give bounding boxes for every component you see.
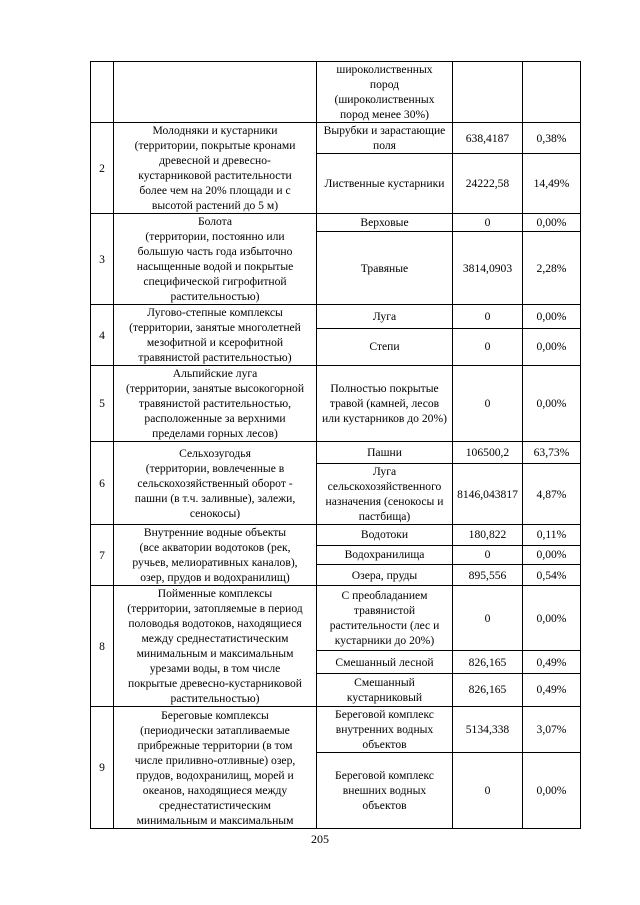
category-cell — [114, 62, 317, 123]
row-number-cell: 7 — [91, 525, 114, 586]
subcategory-cell: Водохранилища — [317, 545, 453, 565]
category-cell: Сельхозугодья (территории, вовлеченные в сельскохозяйственный оборот - пашни (в т.ч. заливные), залежи, сенокосы) — [114, 442, 317, 525]
row-number-cell: 2 — [91, 123, 114, 214]
category-cell: Пойменные комплексы (территории, затопляемые в период половодья водотоков, находящиеся между среднестатистическим минимальным и максимальным урезами воды, в том числе покрытые древесно-кустарниковой растительностью) — [114, 586, 317, 707]
area-cell: 638,4187 — [453, 123, 523, 154]
subcategory-cell: Вырубки и зарастающие поля — [317, 123, 453, 154]
category-cell: Лугово-степные комплексы (территории, занятые многолетней мезофитной и ксерофитной травянистой растительностью) — [114, 305, 317, 366]
percent-cell: 0,11% — [523, 525, 581, 546]
area-cell: 8146,043817 — [453, 464, 523, 525]
area-cell: 826,165 — [453, 673, 523, 706]
table-row — [91, 62, 581, 123]
land-cover-table — [90, 61, 581, 829]
subcategory-cell: Береговой комплекс внутренних водных объектов — [317, 707, 453, 753]
area-cell: 826,165 — [453, 651, 523, 673]
area-cell: 0 — [453, 214, 523, 232]
area-cell: 0 — [453, 586, 523, 651]
subcategory-cell: Луга сельскохозяйственного назначения (сенокосы и пастбища) — [317, 464, 453, 525]
row-number-cell: 5 — [91, 366, 114, 442]
subcategory-cell: широколиственных пород (широколиственных пород менее 30%) — [317, 62, 453, 123]
subcategory-cell: Лиственные кустарники — [317, 154, 453, 214]
page-number: 205 — [311, 832, 329, 846]
subcategory-cell: Степи — [317, 328, 453, 365]
category-cell: Альпийские луга (территории, занятые высокогорной травянистой растительностью, расположенные за верхними пределами горных лесов) — [114, 366, 317, 442]
area-cell — [453, 62, 523, 123]
percent-cell — [523, 62, 581, 123]
percent-cell: 2,28% — [523, 232, 581, 305]
subcategory-cell: Смешанный кустарниковый — [317, 673, 453, 706]
table-row — [91, 442, 581, 464]
percent-cell: 0,38% — [523, 123, 581, 154]
subcategory-cell: Береговой комплекс внешних водных объектов — [317, 753, 453, 829]
subcategory-cell: Пашни — [317, 442, 453, 464]
row-number-cell: 8 — [91, 586, 114, 707]
percent-cell: 0,54% — [523, 565, 581, 586]
area-cell: 0 — [453, 545, 523, 565]
table-row — [91, 586, 581, 651]
area-cell: 24222,58 — [453, 154, 523, 214]
area-cell: 180,822 — [453, 525, 523, 546]
percent-cell: 63,73% — [523, 442, 581, 464]
table-row — [91, 366, 581, 442]
percent-cell: 0,00% — [523, 586, 581, 651]
percent-cell: 0,00% — [523, 214, 581, 232]
area-cell: 0 — [453, 328, 523, 365]
percent-cell: 0,49% — [523, 651, 581, 673]
percent-cell: 0,49% — [523, 673, 581, 706]
percent-cell: 3,07% — [523, 707, 581, 753]
area-cell: 0 — [453, 753, 523, 829]
table-row — [91, 305, 581, 329]
percent-cell: 4,87% — [523, 464, 581, 525]
category-cell: Болота (территории, постоянно или большую часть года избыточно насыщенные водой и покрытые специфической гигрофитной растительностью) — [114, 214, 317, 305]
subcategory-cell: Луга — [317, 305, 453, 329]
category-cell: Внутренние водные объекты (все акватории водотоков (рек, ручьев, мелиоративных каналов), озер, прудов и водохранилищ) — [114, 525, 317, 586]
subcategory-cell: Озера, пруды — [317, 565, 453, 586]
subcategory-cell: Травяные — [317, 232, 453, 305]
area-cell: 0 — [453, 305, 523, 329]
percent-cell: 0,00% — [523, 305, 581, 329]
subcategory-cell: Полностью покрытые травой (камней, лесов или кустарников до 20%) — [317, 366, 453, 442]
table-row — [91, 525, 581, 546]
area-cell: 895,556 — [453, 565, 523, 586]
subcategory-cell: Водотоки — [317, 525, 453, 546]
area-cell: 106500,2 — [453, 442, 523, 464]
row-number-cell: 4 — [91, 305, 114, 366]
row-number-cell: 9 — [91, 707, 114, 829]
area-cell: 5134,338 — [453, 707, 523, 753]
percent-cell: 0,00% — [523, 545, 581, 565]
percent-cell: 0,00% — [523, 753, 581, 829]
area-cell: 3814,0903 — [453, 232, 523, 305]
table-row — [91, 707, 581, 753]
subcategory-cell: Смешанный лесной — [317, 651, 453, 673]
percent-cell: 0,00% — [523, 366, 581, 442]
category-cell: Молодняки и кустарники (территории, покрытые кронами древесной и древесно- кустарниковой растительности более чем на 20% площади и с высотой растений до 5 м) — [114, 123, 317, 214]
area-cell: 0 — [453, 366, 523, 442]
subcategory-cell: С преобладанием травянистой растительности (лес и кустарники до 20%) — [317, 586, 453, 651]
table-row — [91, 214, 581, 232]
percent-cell: 0,00% — [523, 328, 581, 365]
row-number-cell: 6 — [91, 442, 114, 525]
table-row — [91, 123, 581, 154]
category-cell: Береговые комплексы (периодически затапливаемые прибрежные территории (в том числе приливно-отливные) озер, прудов, водохранилищ, морей и океанов, находящиеся между среднестатистическим минимальным и максимальным — [114, 707, 317, 829]
subcategory-cell: Верховые — [317, 214, 453, 232]
row-number-cell — [91, 62, 114, 123]
percent-cell: 14,49% — [523, 154, 581, 214]
row-number-cell: 3 — [91, 214, 114, 305]
